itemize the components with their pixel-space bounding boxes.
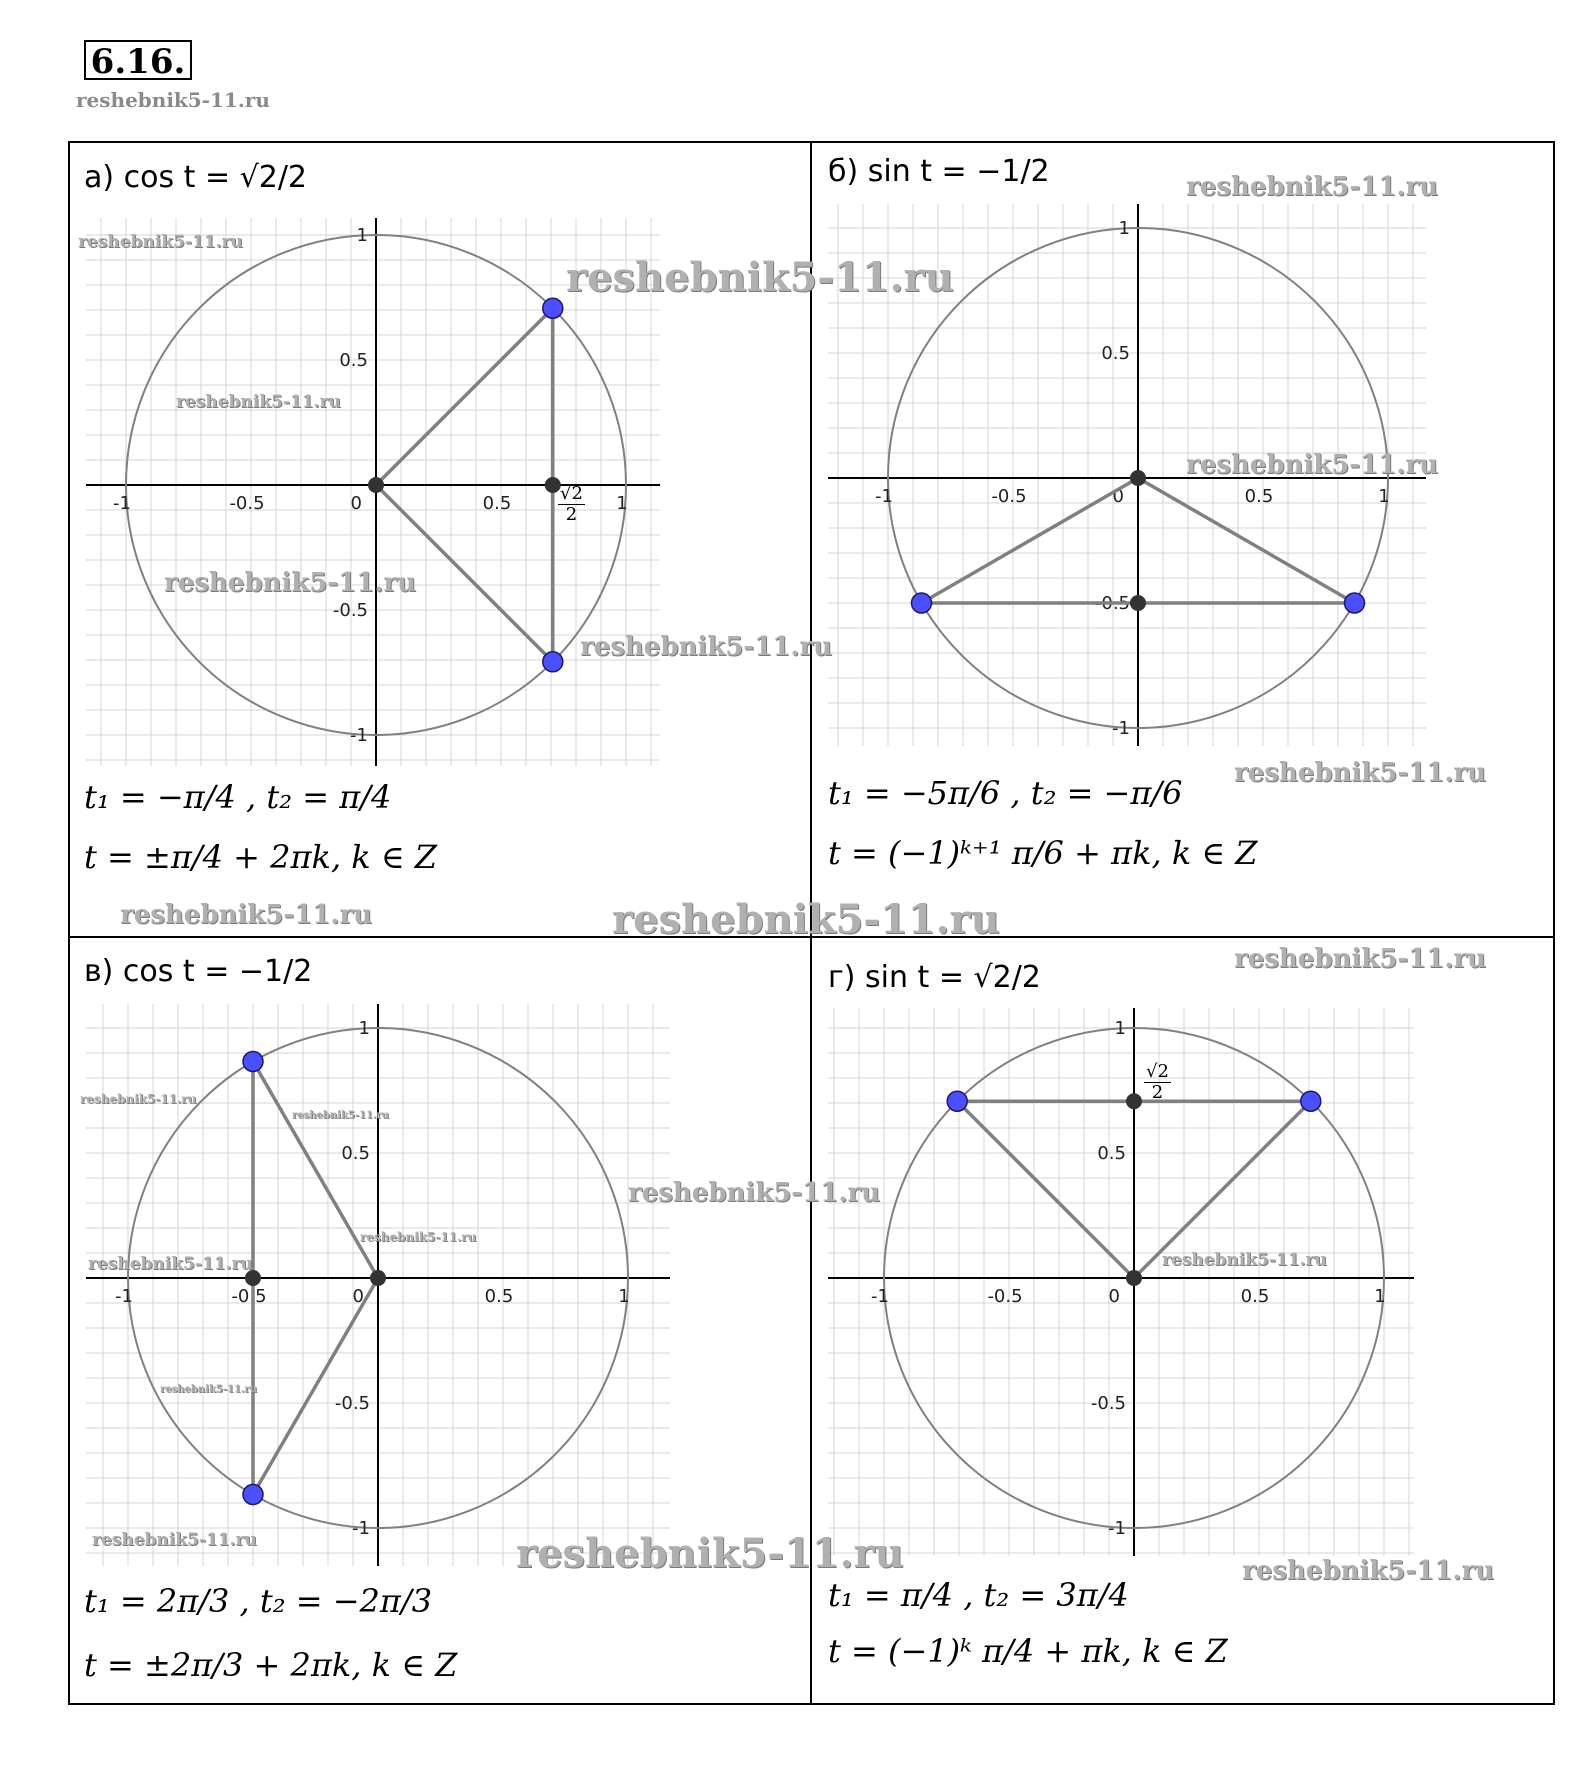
solution-point xyxy=(543,298,563,318)
y-tick-label: 1 xyxy=(1114,1018,1126,1039)
solution-segment xyxy=(922,478,1139,603)
y-tick-label: -1 xyxy=(350,725,368,746)
solution-segment xyxy=(253,1062,378,1279)
x-tick-label: -1 xyxy=(875,486,893,507)
watermark: reshebnik5-11.ru xyxy=(292,1110,389,1121)
x-tick-label: -0.5 xyxy=(231,1286,267,1307)
x-tick-label: 1 xyxy=(1374,1286,1386,1307)
projection-point xyxy=(1130,595,1146,611)
solution-point xyxy=(1301,1091,1321,1111)
watermark: reshebnik5-11.ru xyxy=(120,900,373,930)
panel-a-sqrt2-over-2-label: √2 2 xyxy=(560,483,583,525)
watermark: reshebnik5-11.ru xyxy=(1162,1250,1327,1270)
x-tick-label: -1 xyxy=(113,493,131,514)
origin-tick-label: 0 xyxy=(1112,486,1124,507)
origin-point xyxy=(368,477,384,493)
origin-point xyxy=(1126,1270,1142,1286)
watermark: reshebnik5-11.ru xyxy=(566,254,954,301)
origin-tick-label: 0 xyxy=(352,1286,364,1307)
x-tick-label: -0.5 xyxy=(991,486,1027,507)
x-tick-label: -1 xyxy=(115,1286,133,1307)
y-tick-label: -0.5 xyxy=(1094,593,1130,614)
panel-g-sqrt2-over-2-label: √2 2 xyxy=(1146,1061,1169,1103)
origin-tick-label: 0 xyxy=(350,493,362,514)
panel-b-solution-1: t₁ = −5π/6 , t₂ = −π/6 xyxy=(828,774,1183,812)
origin-point xyxy=(1130,470,1146,486)
solution-point xyxy=(243,1052,263,1072)
panel-a-solution-1: t₁ = −π/4 , t₂ = π/4 xyxy=(84,778,392,816)
solution-segment xyxy=(253,1278,378,1495)
x-tick-label: -1 xyxy=(871,1286,889,1307)
y-tick-label: 0.5 xyxy=(339,350,368,371)
panel-a-title: а) cos t = √2/2 xyxy=(84,160,308,195)
y-tick-label: -1 xyxy=(1112,718,1130,739)
y-tick-label: -1 xyxy=(352,1518,370,1539)
x-tick-label: 1 xyxy=(618,1286,630,1307)
watermark: reshebnik5-11.ru xyxy=(360,1230,477,1244)
watermark: reshebnik5-11.ru xyxy=(78,232,243,252)
site-header: reshebnik5-11.ru xyxy=(76,88,270,112)
watermark: reshebnik5-11.ru xyxy=(160,1384,257,1395)
x-tick-label: 0.5 xyxy=(1244,486,1274,507)
solution-point xyxy=(543,652,563,672)
y-tick-label: 1 xyxy=(358,1018,370,1039)
watermark: reshebnik5-11.ru xyxy=(580,632,833,662)
unit-circle-chart-g xyxy=(828,1008,1414,1556)
projection-point xyxy=(1126,1093,1142,1109)
solution-point xyxy=(1345,593,1365,613)
solution-point xyxy=(947,1091,967,1111)
x-tick-label: 1 xyxy=(1378,486,1390,507)
x-tick-label: 0.5 xyxy=(482,493,512,514)
watermark: reshebnik5-11.ru xyxy=(92,1530,257,1550)
watermark: reshebnik5-11.ru xyxy=(88,1254,253,1274)
panel-v-solution-1: t₁ = 2π/3 , t₂ = −2π/3 xyxy=(84,1582,433,1620)
x-tick-label: 0.5 xyxy=(1240,1286,1270,1307)
y-tick-label: 0.5 xyxy=(1097,1143,1126,1164)
watermark: reshebnik5-11.ru xyxy=(164,568,417,598)
y-tick-label: -1 xyxy=(1108,1518,1126,1539)
watermark: reshebnik5-11.ru xyxy=(628,1178,881,1208)
watermark: reshebnik5-11.ru xyxy=(1186,172,1439,202)
solution-point xyxy=(912,593,932,613)
panel-b-title: б) sin t = −1/2 xyxy=(828,154,1050,189)
watermark: reshebnik5-11.ru xyxy=(612,896,1000,943)
y-tick-label: 1 xyxy=(356,225,368,246)
x-tick-label: 1 xyxy=(616,493,628,514)
x-tick-label: -0.5 xyxy=(987,1286,1023,1307)
origin-point xyxy=(370,1270,386,1286)
unit-circle-chart-v xyxy=(86,1004,670,1566)
y-tick-label: -0.5 xyxy=(334,1393,370,1414)
watermark: reshebnik5-11.ru xyxy=(80,1092,197,1106)
y-tick-label: -0.5 xyxy=(332,600,368,621)
panel-v-title: в) cos t = −1/2 xyxy=(84,954,313,989)
panel-g-solution-2: t = (−1)ᵏ π/4 + πk, k ∈ Z xyxy=(828,1632,1228,1670)
watermark: reshebnik5-11.ru xyxy=(516,1530,904,1577)
x-tick-label: 0.5 xyxy=(484,1286,514,1307)
x-tick-label: -0.5 xyxy=(229,493,265,514)
panel-b-solution-2: t = (−1)ᵏ⁺¹ π/6 + πk, k ∈ Z xyxy=(828,834,1258,872)
y-tick-label: 1 xyxy=(1118,218,1130,239)
watermark: reshebnik5-11.ru xyxy=(1186,450,1439,480)
y-tick-label: -0.5 xyxy=(1090,1393,1126,1414)
problem-number: 6.16. xyxy=(84,40,192,80)
watermark: reshebnik5-11.ru xyxy=(1242,1556,1495,1586)
panel-g-solution-1: t₁ = π/4 , t₂ = 3π/4 xyxy=(828,1576,1129,1614)
y-tick-label: 0.5 xyxy=(341,1143,370,1164)
panel-g-title: г) sin t = √2/2 xyxy=(828,960,1041,995)
watermark: reshebnik5-11.ru xyxy=(176,392,341,412)
watermark: reshebnik5-11.ru xyxy=(1234,944,1487,974)
panel-a-solution-2: t = ±π/4 + 2πk, k ∈ Z xyxy=(84,838,437,876)
y-tick-label: 0.5 xyxy=(1101,343,1130,364)
origin-tick-label: 0 xyxy=(1108,1286,1120,1307)
watermark: reshebnik5-11.ru xyxy=(1234,758,1487,788)
solution-point xyxy=(243,1485,263,1505)
panel-v-solution-2: t = ±2π/3 + 2πk, k ∈ Z xyxy=(84,1646,458,1684)
